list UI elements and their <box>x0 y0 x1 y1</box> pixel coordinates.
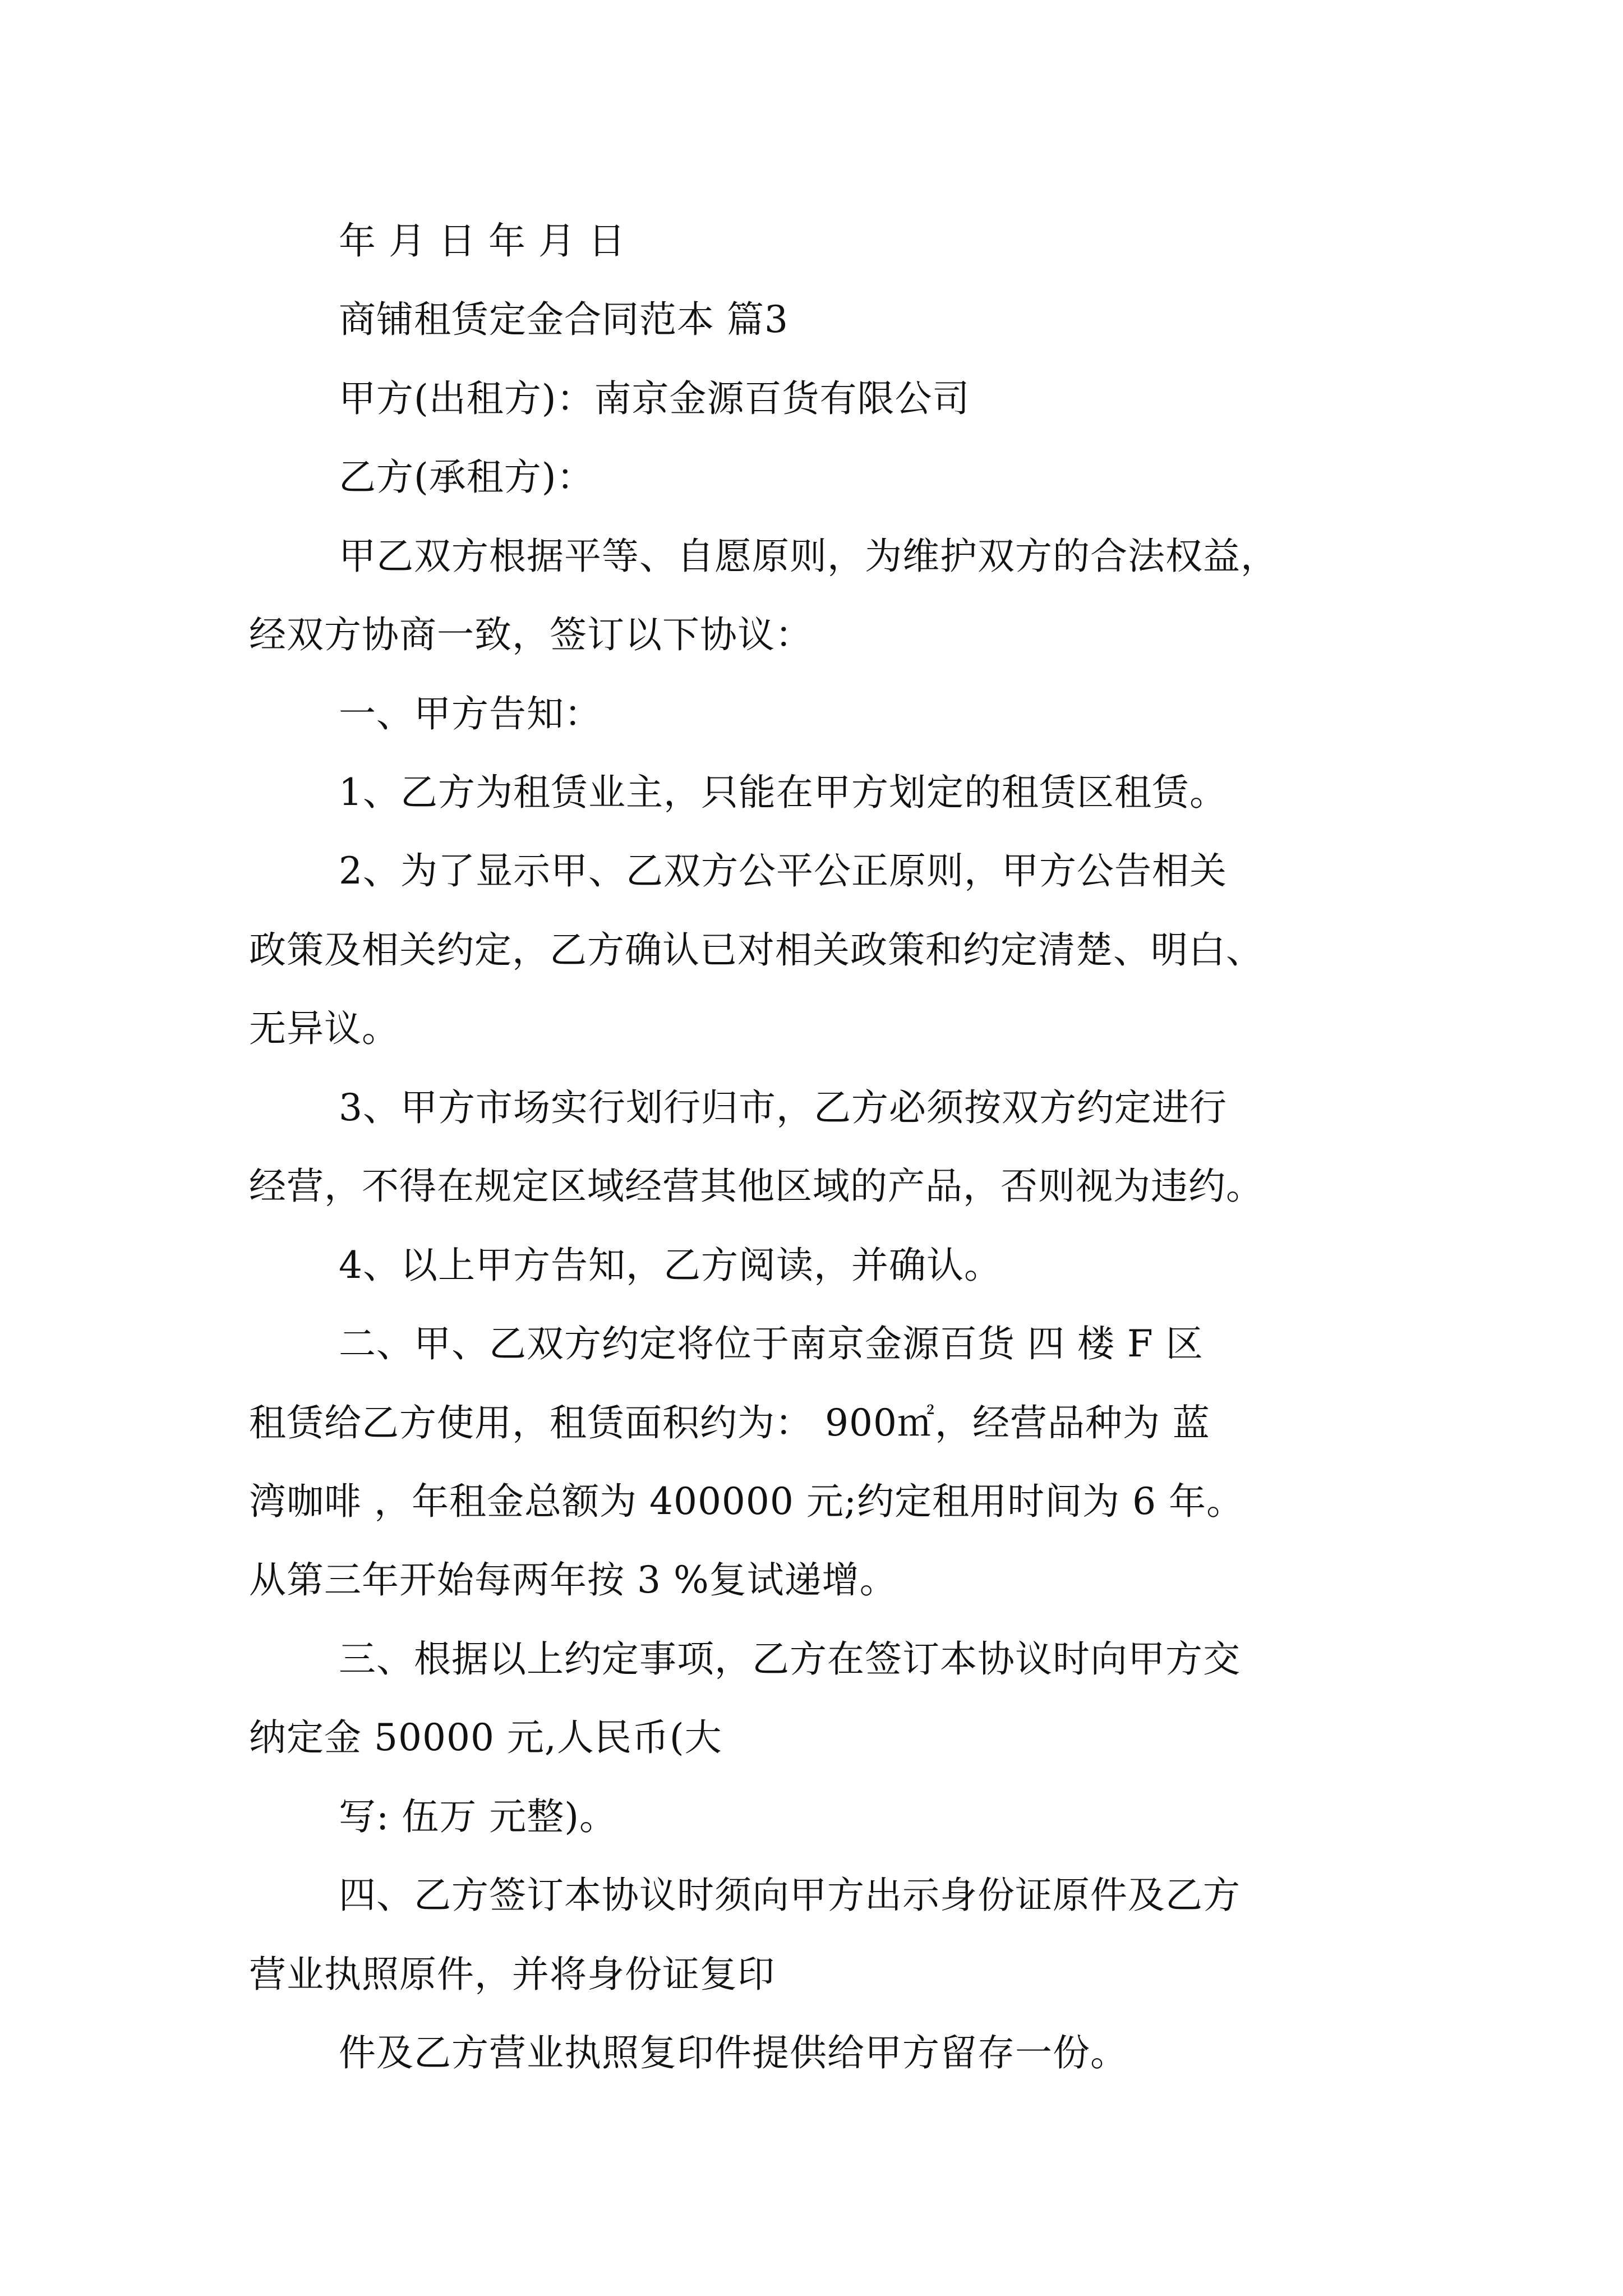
clause-4-line-3: 件及乙方营业执照复印件提供给甲方留存一份。 <box>339 2031 1128 2074</box>
item-1-line: 1、乙方为租赁业主，只能在甲方划定的租赁区租赁。 <box>339 771 1227 814</box>
clause-2-line-3: 湾咖啡 ，年租金总额为 400000 元;约定租用时间为 6 年。 <box>249 1480 1244 1523</box>
clause-3-line-1: 三、根据以上约定事项，乙方在签订本协议时向甲方交 <box>339 1637 1241 1681</box>
item-3-line-2: 经营，不得在规定区域经营其他区域的产品，否则视为违约。 <box>249 1165 1264 1208</box>
clause-2-line-4: 从第三年开始每两年按 3 %复试递增。 <box>249 1558 897 1602</box>
date-line: 年 月 日 年 月 日 <box>339 219 626 263</box>
item-2-line-2: 政策及相关约定，乙方确认已对相关政策和约定清楚、明白、 <box>249 928 1264 972</box>
clause-2-line-1: 二、甲、乙双方约定将位于南京金源百货 四 楼 F 区 <box>339 1322 1204 1365</box>
party-b-line: 乙方(承租方)： <box>339 455 594 499</box>
intro-paragraph-line-2: 经双方协商一致，签订以下协议： <box>249 613 813 656</box>
item-2-line-3: 无异议。 <box>249 1007 399 1050</box>
clause-2-line-2: 租赁给乙方使用，租赁面积约为： 900㎡，经营品种为 蓝 <box>249 1401 1210 1444</box>
intro-paragraph-line-1: 甲乙双方根据平等、自愿原则，为维护双方的合法权益， <box>339 535 1278 578</box>
item-2-line-1: 2、为了显示甲、乙双方公平公正原则，甲方公告相关 <box>339 849 1227 892</box>
clause-1-heading: 一、甲方告知： <box>339 692 602 735</box>
clause-3-line-2: 纳定金 50000 元,人民币(大 <box>249 1716 722 1759</box>
item-3-line-1: 3、甲方市场实行划行归市，乙方必须按双方约定进行 <box>339 1086 1227 1129</box>
section-title: 商铺租赁定金合同范本 篇3 <box>339 298 789 341</box>
party-a-line: 甲方(出租方)：南京金源百货有限公司 <box>339 377 970 420</box>
item-4-line: 4、以上甲方告知，乙方阅读，并确认。 <box>339 1244 1002 1287</box>
clause-4-line-2: 营业执照原件，并将身份证复印 <box>249 1953 775 1996</box>
clause-3-line-3: 写: 伍万 元整)。 <box>339 1795 617 1838</box>
clause-4-line-1: 四、乙方签订本协议时须向甲方出示身份证原件及乙方 <box>339 1874 1241 1917</box>
